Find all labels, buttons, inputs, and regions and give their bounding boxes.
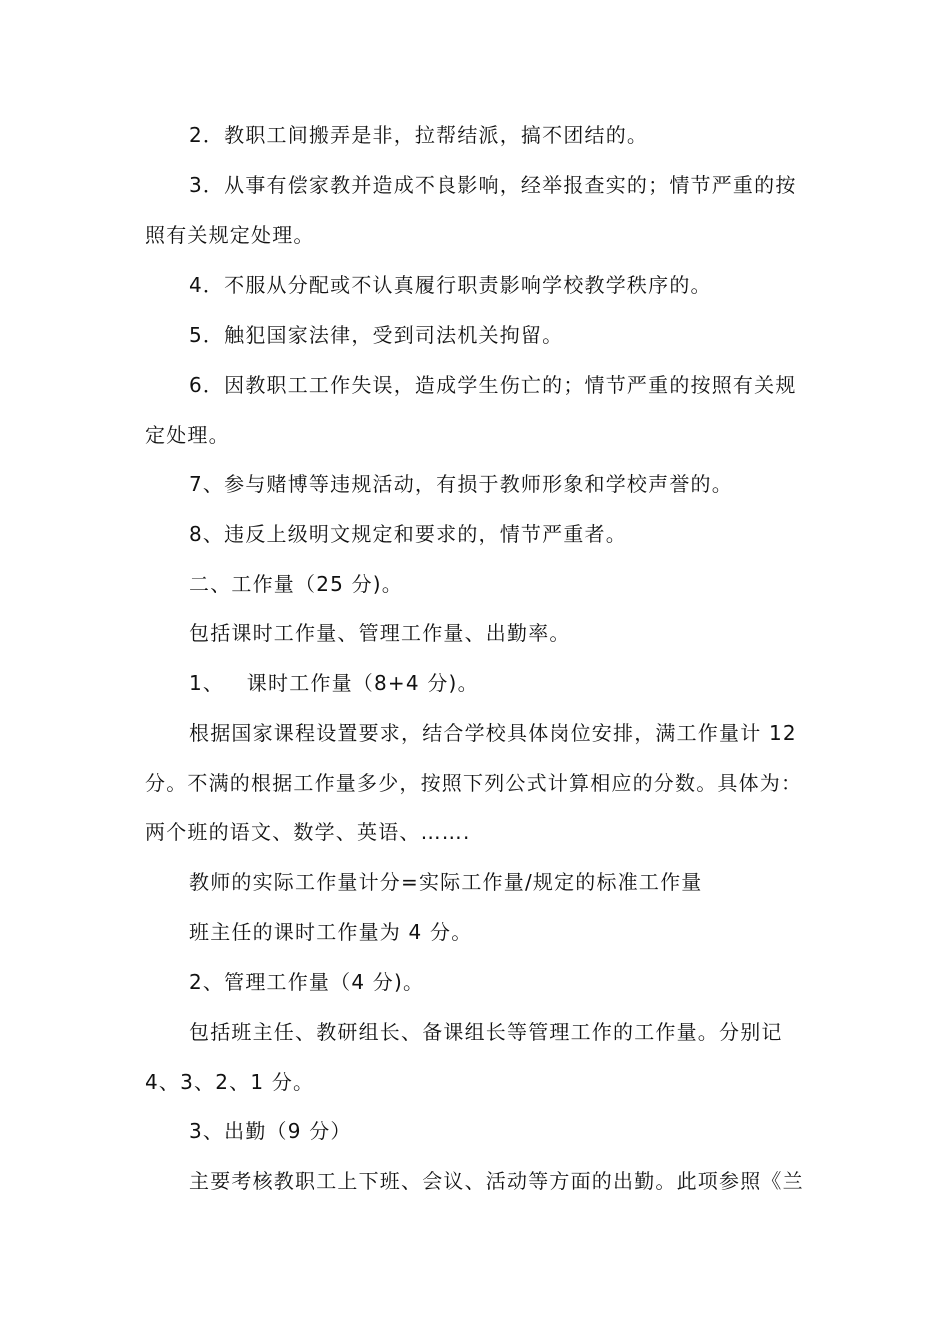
paragraph-item-3: 3．从事有偿家教并造成不良影响，经举报查实的；情节严重的按照有关规定处理。: [145, 173, 797, 247]
paragraph-headteacher-hours: 班主任的课时工作量为 4 分。: [189, 920, 473, 944]
paragraph-item-5: 5．触犯国家法律，受到司法机关拘留。: [189, 323, 564, 347]
section-heading-workload: 二、工作量（25 分)。: [189, 572, 404, 596]
paragraph-formula: 教师的实际工作量计分=实际工作量/规定的标准工作量: [189, 870, 703, 894]
paragraph-management-workload: 包括班主任、教研组长、备课组长等管理工作的工作量。分别记 4、3、2、1 分。: [145, 1020, 783, 1094]
paragraph-item-2: 2．教职工间搬弄是非，拉帮结派，搞不团结的。: [189, 123, 649, 147]
subheading-attendance: 3、出勤（9 分）: [189, 1119, 352, 1143]
paragraph-item-4: 4．不服从分配或不认真履行职责影响学校教学秩序的。: [189, 273, 712, 297]
paragraph-item-8: 8、违反上级明文规定和要求的，情节严重者。: [189, 522, 627, 546]
paragraph-item-6: 6．因教职工工作失误，造成学生伤亡的；情节严重的按照有关规定处理。: [145, 373, 797, 447]
subheading-management-workload: 2、管理工作量（4 分)。: [189, 970, 425, 994]
paragraph-workload-intro: 包括课时工作量、管理工作量、出勤率。: [189, 621, 571, 645]
paragraph-item-7: 7、参与赌博等违规活动，有损于教师形象和学校声誉的。: [189, 472, 733, 496]
paragraph-attendance: 主要考核教职工上下班、会议、活动等方面的出勤。此项参照《兰: [189, 1169, 804, 1193]
paragraph-class-hours-rule: 根据国家课程设置要求，结合学校具体岗位安排，满工作量计 12 分。不满的根据工作量多少，按照下列公式计算相应的分数。具体为：两个班的语文、数学、英语、…….: [145, 721, 803, 844]
subheading-class-hours: 1、 课时工作量（8+4 分)。: [189, 671, 479, 695]
